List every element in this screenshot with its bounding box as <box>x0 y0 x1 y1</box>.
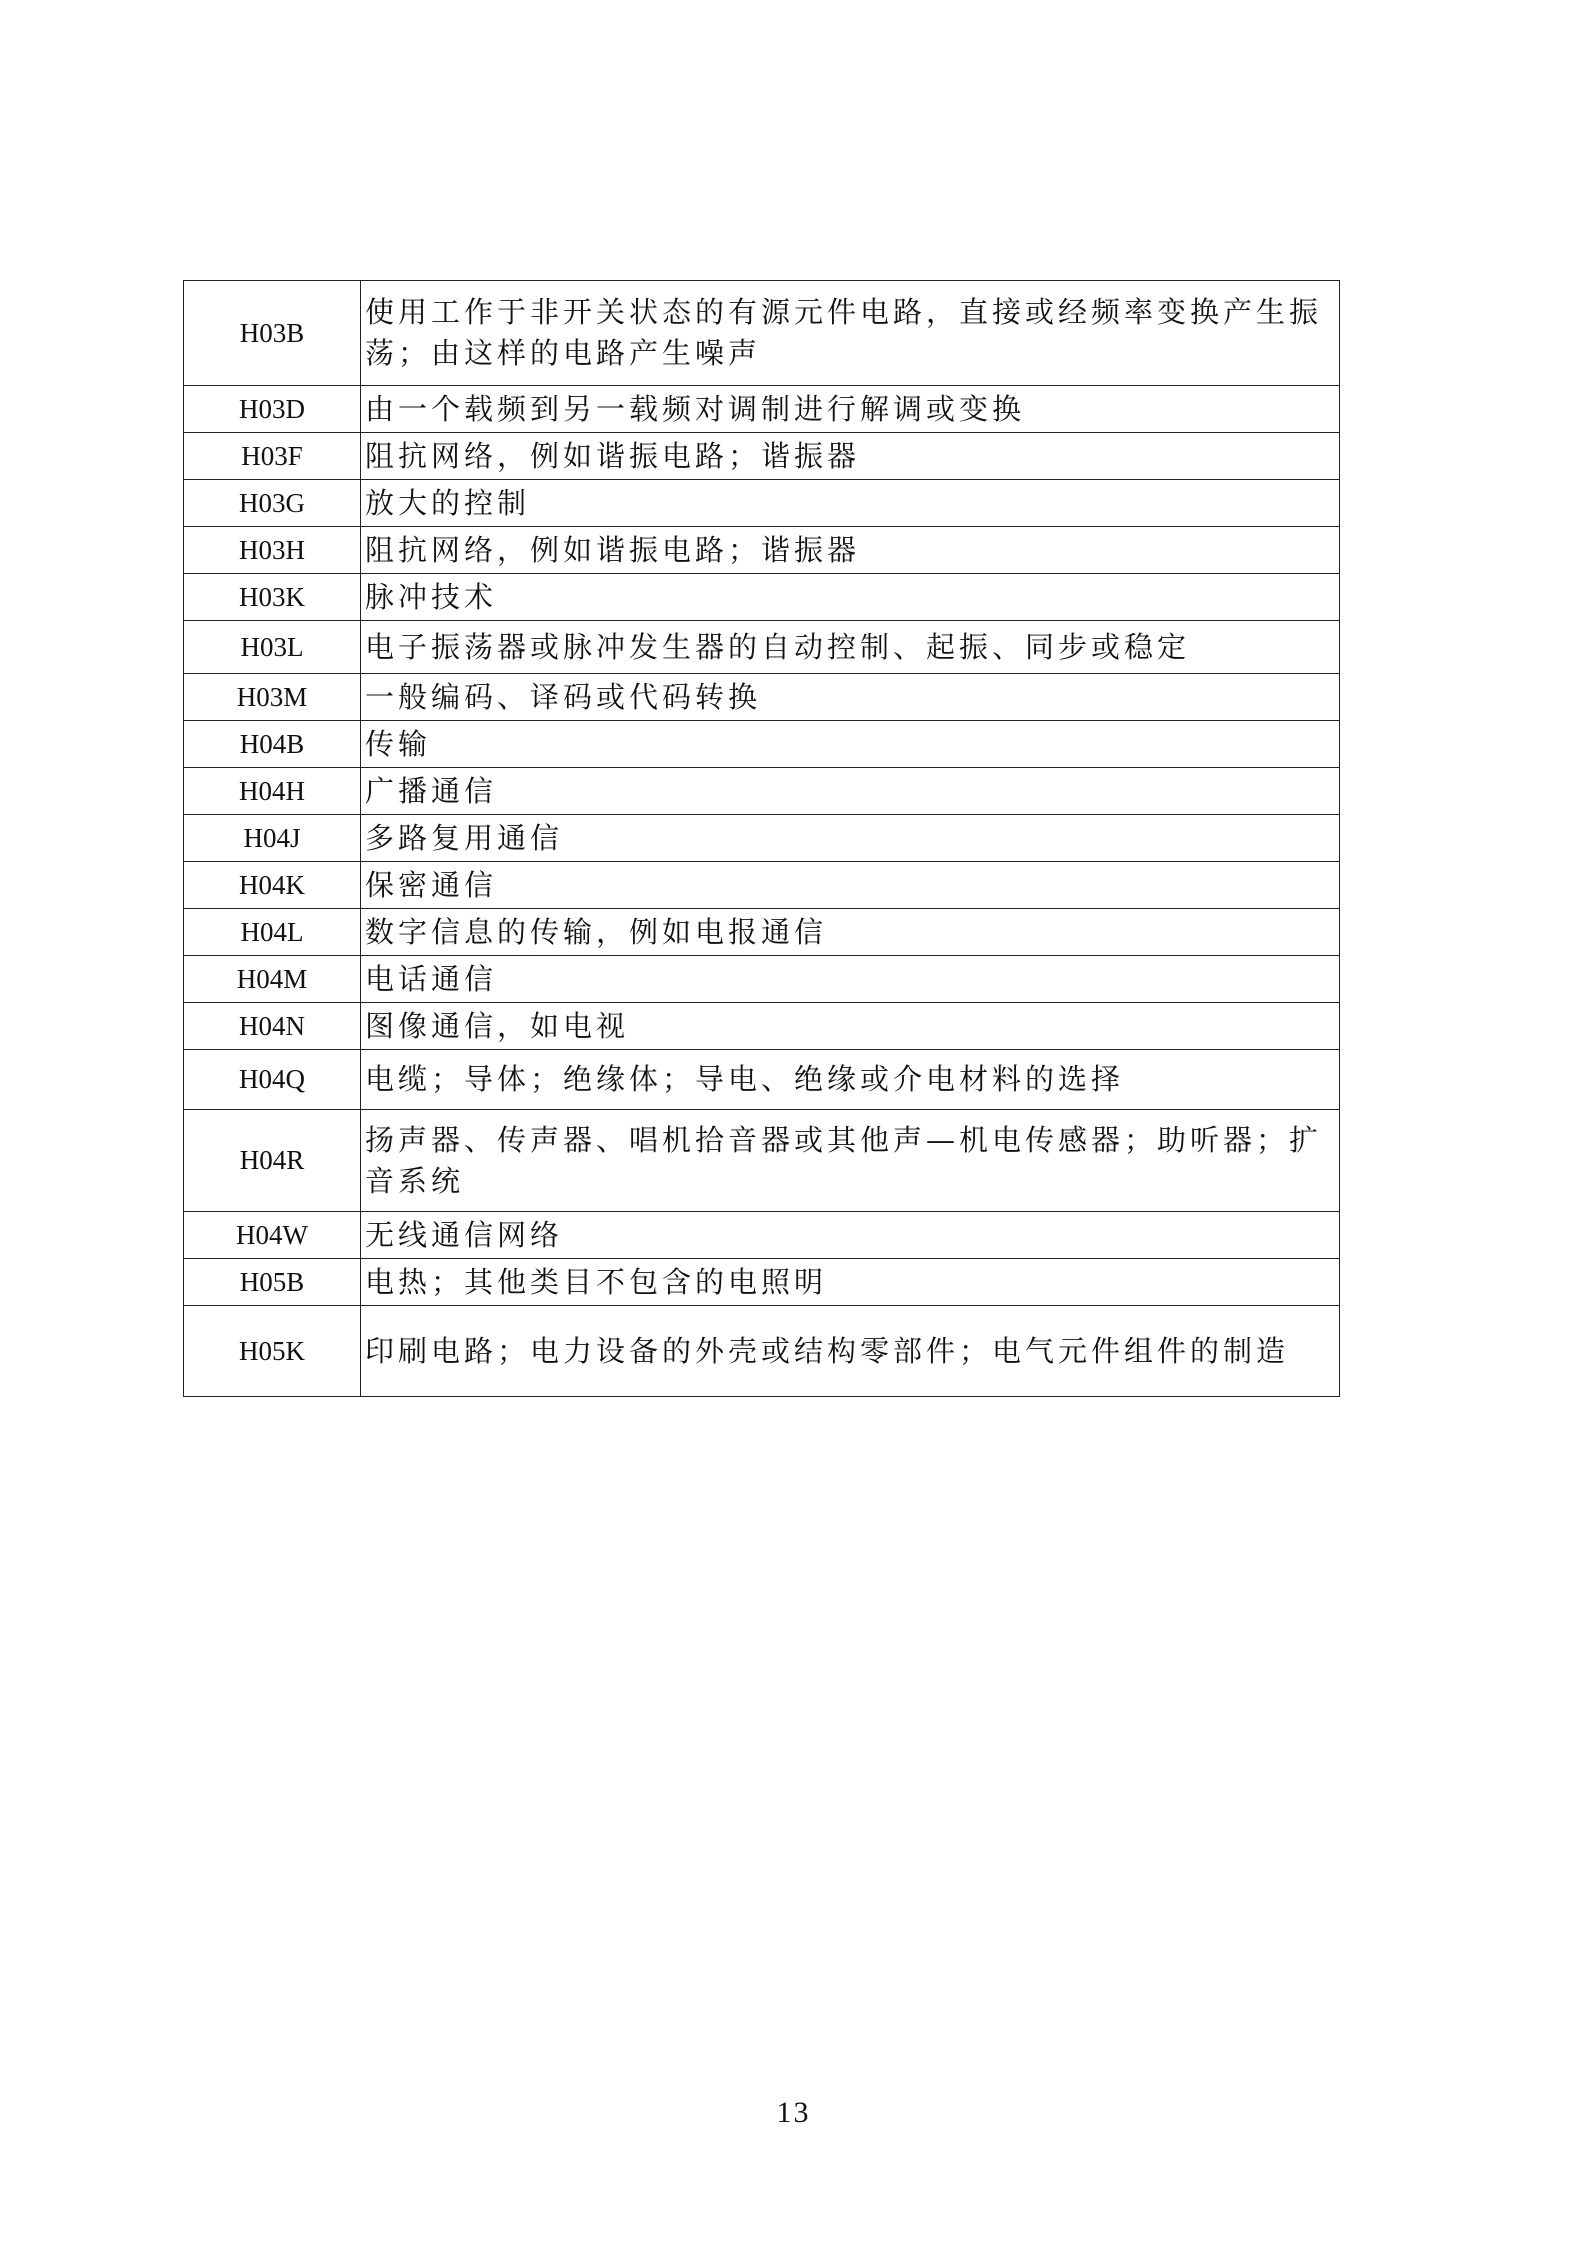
code-cell: H04H <box>184 768 361 815</box>
description-cell: 阻抗网络，例如谐振电路；谐振器 <box>361 527 1340 574</box>
description-cell: 脉冲技术 <box>361 574 1340 621</box>
table-row <box>184 1110 1340 1212</box>
table-row <box>184 386 1340 433</box>
code-cell: H03G <box>184 480 361 527</box>
code-cell: H04B <box>184 721 361 768</box>
code-cell: H03D <box>184 386 361 433</box>
table-row <box>184 433 1340 480</box>
code-cell: H03H <box>184 527 361 574</box>
code-cell: H03F <box>184 433 361 480</box>
code-cell: H05K <box>184 1306 361 1397</box>
description-cell: 使用工作于非开关状态的有源元件电路，直接或经频率变换产生振荡；由这样的电路产生噪声 <box>361 281 1340 386</box>
code-cell: H05B <box>184 1259 361 1306</box>
table-row <box>184 956 1340 1003</box>
description-cell: 无线通信网络 <box>361 1212 1340 1259</box>
code-cell: H04K <box>184 862 361 909</box>
description-cell: 放大的控制 <box>361 480 1340 527</box>
description-cell: 广播通信 <box>361 768 1340 815</box>
table-row <box>184 527 1340 574</box>
description-cell: 电缆；导体；绝缘体；导电、绝缘或介电材料的选择 <box>361 1050 1340 1110</box>
description-cell: 扬声器、传声器、唱机拾音器或其他声—机电传感器；助听器；扩音系统 <box>361 1110 1340 1212</box>
code-cell: H04Q <box>184 1050 361 1110</box>
code-cell: H04M <box>184 956 361 1003</box>
description-cell: 由一个载频到另一载频对调制进行解调或变换 <box>361 386 1340 433</box>
table-row <box>184 1212 1340 1259</box>
description-cell: 保密通信 <box>361 862 1340 909</box>
table-row <box>184 768 1340 815</box>
description-cell: 电热；其他类目不包含的电照明 <box>361 1259 1340 1306</box>
description-cell: 电子振荡器或脉冲发生器的自动控制、起振、同步或稳定 <box>361 621 1340 674</box>
code-cell: H03M <box>184 674 361 721</box>
description-cell: 多路复用通信 <box>361 815 1340 862</box>
table-row <box>184 1306 1340 1397</box>
table-row <box>184 574 1340 621</box>
table-row <box>184 721 1340 768</box>
description-cell: 一般编码、译码或代码转换 <box>361 674 1340 721</box>
description-cell: 图像通信，如电视 <box>361 1003 1340 1050</box>
description-cell: 阻抗网络，例如谐振电路；谐振器 <box>361 433 1340 480</box>
classification-table <box>183 280 1340 1397</box>
table-row <box>184 815 1340 862</box>
table-row <box>184 621 1340 674</box>
table-row <box>184 909 1340 956</box>
description-cell: 印刷电路；电力设备的外壳或结构零部件；电气元件组件的制造 <box>361 1306 1340 1397</box>
code-cell: H04L <box>184 909 361 956</box>
code-cell: H03L <box>184 621 361 674</box>
description-cell: 数字信息的传输，例如电报通信 <box>361 909 1340 956</box>
table-row <box>184 1259 1340 1306</box>
page-number: 13 <box>776 2096 811 2129</box>
code-cell: H03B <box>184 281 361 386</box>
table-row <box>184 1050 1340 1110</box>
description-cell: 传输 <box>361 721 1340 768</box>
code-cell: H04R <box>184 1110 361 1212</box>
classification-table-body <box>184 281 1340 1397</box>
code-cell: H04J <box>184 815 361 862</box>
table-row <box>184 480 1340 527</box>
table-row <box>184 281 1340 386</box>
table-row <box>184 862 1340 909</box>
table-row <box>184 1003 1340 1050</box>
description-cell: 电话通信 <box>361 956 1340 1003</box>
code-cell: H04N <box>184 1003 361 1050</box>
table-row <box>184 674 1340 721</box>
code-cell: H03K <box>184 574 361 621</box>
code-cell: H04W <box>184 1212 361 1259</box>
